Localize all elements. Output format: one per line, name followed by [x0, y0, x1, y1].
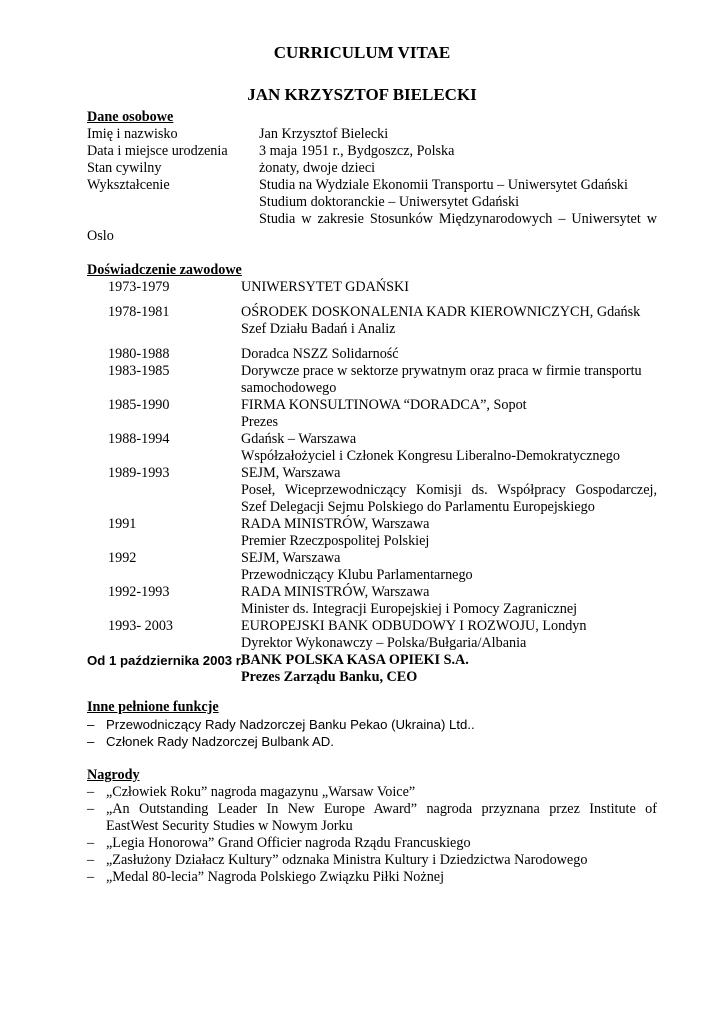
name-value: Jan Krzysztof Bielecki — [259, 126, 389, 142]
education-item-2: Studium doktoranckie – Uniwersytet Gdański — [259, 194, 520, 210]
experience-entry-detail: samochodowego — [241, 380, 337, 396]
list-item — [0, 852, 724, 869]
dash-bullet: – — [87, 869, 95, 885]
name-label: Imię i nazwisko — [87, 126, 178, 142]
experience-years: 1991 — [108, 516, 137, 532]
dash-bullet: – — [87, 835, 95, 851]
experience-entry: UNIWERSYTET GDAŃSKI — [241, 279, 410, 295]
list-item-text: Przewodniczący Rady Nadzorczej Banku Pekao (Ukraina) Ltd.. — [106, 717, 475, 732]
birth-label: Data i miejsce urodzenia — [87, 143, 228, 159]
experience-years: 1992 — [108, 550, 137, 566]
experience-entry: SEJM, Warszawa — [241, 550, 341, 566]
experience-years: 1989-1993 — [108, 465, 170, 481]
experience-current-years: Od 1 października 2003 r. — [87, 653, 244, 668]
experience-entry-detail: Szef Działu Badań i Analiz — [241, 321, 396, 337]
education-item-3: Studia w zakresie Stosunków Międzynarodowych – Uniwersytet w — [259, 211, 657, 227]
civil-status-label: Stan cywilny — [87, 160, 162, 176]
education-item-3-cont: Oslo — [87, 228, 114, 244]
list-item — [0, 784, 724, 801]
section-heading-awards: Nagrody — [87, 767, 140, 783]
dash-bullet: – — [87, 717, 95, 732]
list-item-text: Członek Rady Nadzorczej Bulbank AD. — [106, 734, 334, 749]
experience-entry: EUROPEJSKI BANK ODBUDOWY I ROZWOJU, Londyn — [241, 618, 587, 634]
list-item — [0, 869, 724, 886]
experience-current-entry: BANK POLSKA KASA OPIEKI S.A. — [241, 652, 469, 668]
experience-years: 1973-1979 — [108, 279, 170, 295]
experience-years: 1980-1988 — [108, 346, 170, 362]
dash-bullet: – — [87, 852, 95, 868]
education-item-1: Studia na Wydziale Ekonomii Transportu – Uniwersytet Gdański — [259, 177, 628, 193]
experience-entry-detail: Szef Delegacji Sejmu Polskiego do Parlamentu Europejskiego — [241, 499, 595, 515]
experience-entry-detail: Premier Rzeczpospolitej Polskiej — [241, 533, 430, 549]
experience-years: 1978-1981 — [108, 304, 170, 320]
education-label: Wykształcenie — [87, 177, 170, 193]
dash-bullet: – — [87, 801, 95, 817]
experience-entry: FIRMA KONSULTINOWA “DORADCA”, Sopot — [241, 397, 527, 413]
experience-years: 1988-1994 — [108, 431, 170, 447]
list-item-text: „An Outstanding Leader In New Europe Award” nagroda przyznana przez Institute of — [106, 801, 657, 817]
list-item-text: „Medal 80-lecia” Nagroda Polskiego Związku Piłki Nożnej — [106, 869, 445, 885]
section-heading-experience: Doświadczenie zawodowe — [87, 262, 242, 278]
experience-entry: RADA MINISTRÓW, Warszawa — [241, 516, 430, 532]
experience-years: 1993- 2003 — [108, 618, 174, 634]
section-heading-personal: Dane osobowe — [87, 109, 174, 125]
list-item — [0, 801, 724, 835]
list-item — [0, 716, 724, 733]
experience-years: 1985-1990 — [108, 397, 170, 413]
list-item-text: „Człowiek Roku” nagroda magazynu „Warsaw Voice” — [106, 784, 416, 800]
list-item-text: „Zasłużony Działacz Kultury” odznaka Ministra Kultury i Dziedzictwa Narodowego — [106, 852, 588, 868]
list-item-text-cont: EastWest Security Studies w Nowym Jorku — [106, 818, 353, 834]
experience-entry: Gdańsk – Warszawa — [241, 431, 357, 447]
dash-bullet: – — [87, 734, 95, 749]
experience-entry: SEJM, Warszawa — [241, 465, 341, 481]
page-title: CURRICULUM VITAE — [273, 43, 451, 62]
list-item — [0, 733, 724, 750]
experience-years: 1983-1985 — [108, 363, 170, 379]
civil-status-value: żonaty, dwoje dzieci — [259, 160, 376, 176]
experience-entry-detail: Minister ds. Integracji Europejskiej i Pomocy Zagranicznej — [241, 601, 578, 617]
experience-entry-detail: Poseł, Wiceprzewodniczący Komisji ds. Współpracy Gospodarczej, — [241, 482, 657, 498]
experience-entry: RADA MINISTRÓW, Warszawa — [241, 584, 430, 600]
experience-entry: Doradca NSZZ Solidarność — [241, 346, 399, 362]
experience-entry-detail: Prezes — [241, 414, 279, 430]
dash-bullet: – — [87, 784, 95, 800]
experience-entry: OŚRODEK DOSKONALENIA KADR KIEROWNICZYCH, Gdańsk — [241, 304, 641, 320]
section-heading-other-functions: Inne pełnione funkcje — [87, 699, 219, 715]
list-item-text: „Legia Honorowa” Grand Officier nagroda Rządu Francuskiego — [106, 835, 471, 851]
experience-years: 1992-1993 — [108, 584, 170, 600]
experience-entry-detail: Przewodniczący Klubu Parlamentarnego — [241, 567, 473, 583]
person-name: JAN KRZYSZTOF BIELECKI — [247, 85, 477, 104]
birth-value: 3 maja 1951 r., Bydgoszcz, Polska — [259, 143, 455, 159]
experience-entry-detail: Współzałożyciel i Członek Kongresu Liberalno-Demokratycznego — [241, 448, 620, 464]
experience-entry-detail: Dyrektor Wykonawczy – Polska/Bułgaria/Albania — [241, 635, 527, 651]
experience-entry: Dorywcze prace w sektorze prywatnym oraz praca w firmie transportu — [241, 363, 642, 379]
list-item — [0, 835, 724, 852]
experience-current-detail: Prezes Zarządu Banku, CEO — [241, 669, 418, 685]
